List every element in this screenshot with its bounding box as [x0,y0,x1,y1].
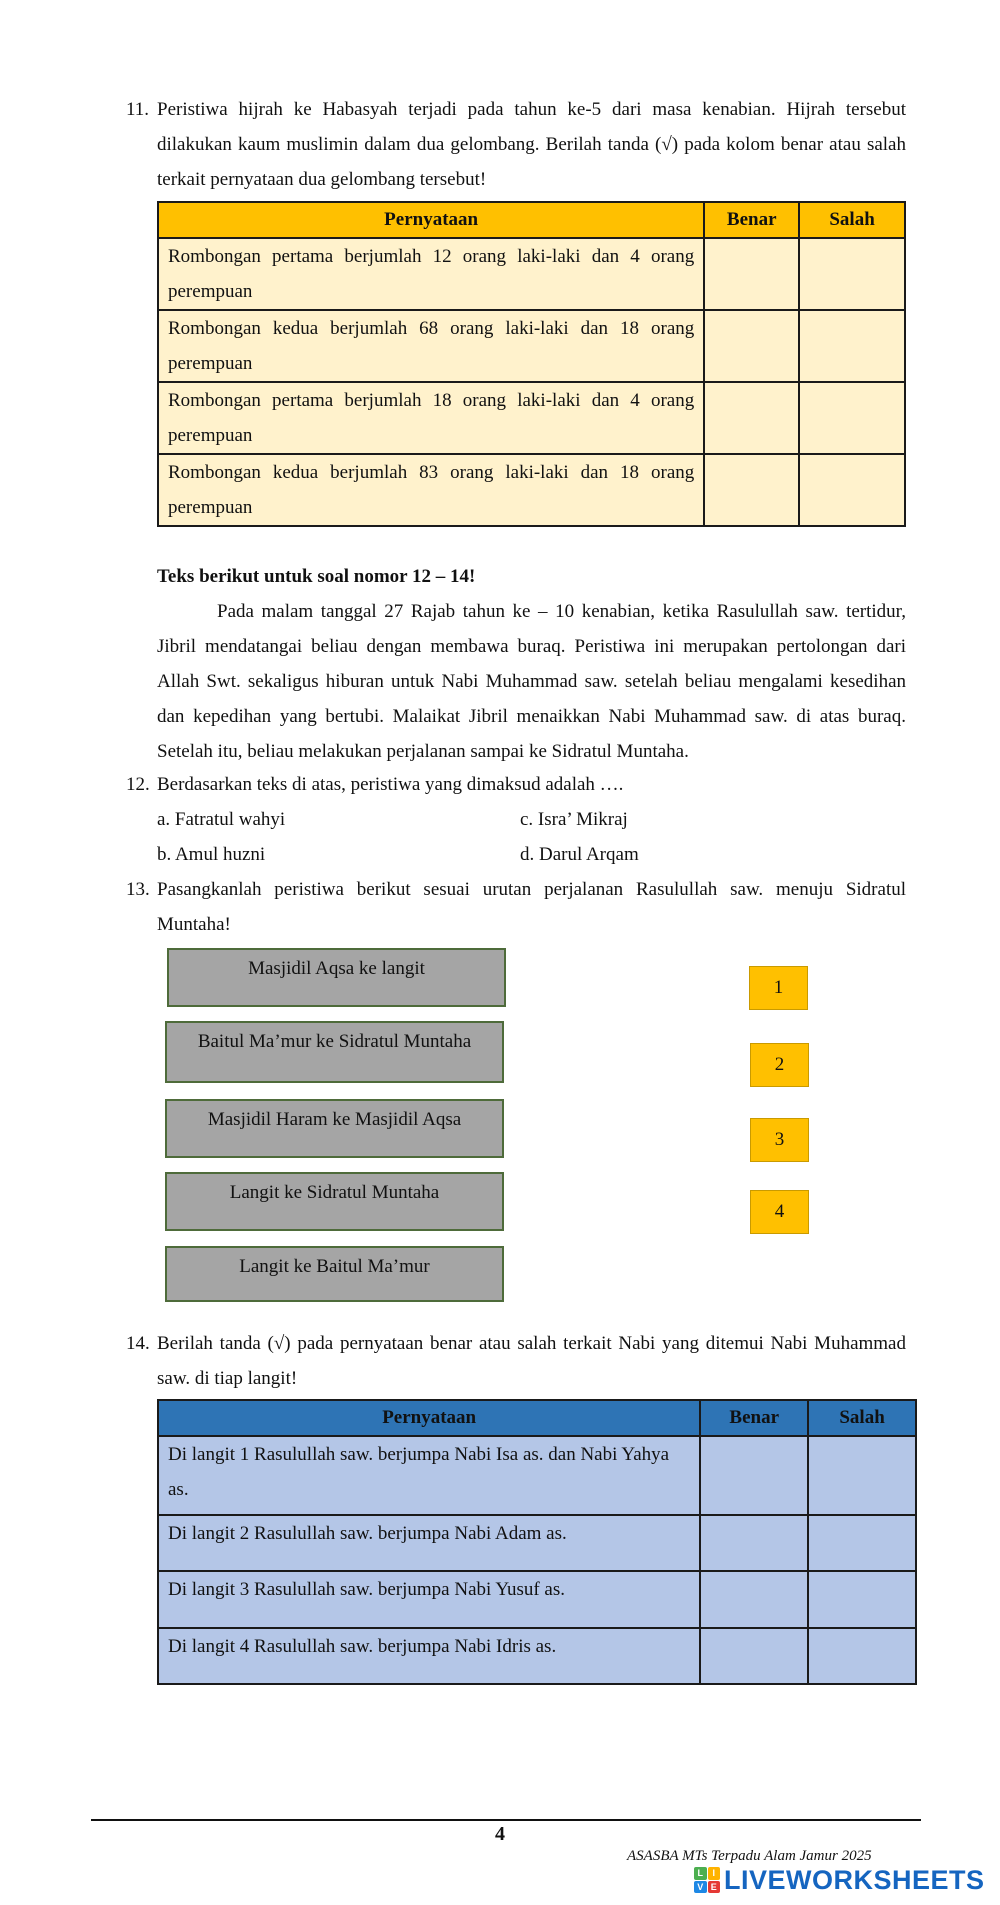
match-item[interactable]: Baitul Ma’mur ke Sidratul Muntaha [165,1021,504,1083]
salah-checkbox-cell[interactable] [808,1628,916,1684]
table-hijrah-statements [157,201,906,527]
brand-text: LIVEWORKSHEETS [724,1864,985,1895]
option-d[interactable]: d. Darul Arqam [520,844,639,865]
table-row [158,454,905,526]
match-item[interactable]: Masjidil Haram ke Masjidil Aqsa [165,1099,504,1158]
salah-checkbox-cell[interactable] [799,382,905,454]
salah-checkbox-cell[interactable] [799,454,905,526]
liveworksheets-brand[interactable] [694,1863,985,1897]
header-salah: Salah [808,1400,916,1436]
question-number-14: 14. [126,1333,150,1354]
benar-checkbox-cell[interactable] [700,1515,808,1571]
question-number-13: 13. [126,879,150,900]
table-row [158,1628,916,1684]
table-row [158,1436,916,1515]
table-prophets-statements [157,1399,917,1685]
header-benar: Benar [700,1400,808,1436]
question-12-text: Berdasarkan teks di atas, peristiwa yang dimaksud adalah …. [157,774,624,795]
match-target-3[interactable]: 3 [750,1118,809,1162]
salah-checkbox-cell[interactable] [799,238,905,310]
option-a[interactable]: a. Fatratul wahyi [157,809,286,830]
statement-cell: Rombongan pertama berjumlah 18 orang laki-laki dan 4 orang perempuan [158,382,704,454]
match-target-1[interactable]: 1 [749,966,808,1010]
header-pernyataan: Pernyataan [158,1400,700,1436]
benar-checkbox-cell[interactable] [700,1436,808,1515]
header-benar: Benar [704,202,799,238]
salah-checkbox-cell[interactable] [808,1571,916,1628]
salah-checkbox-cell[interactable] [808,1515,916,1571]
match-item[interactable]: Langit ke Baitul Ma’mur [165,1246,504,1302]
question-number-12: 12. [126,774,150,795]
table-row [158,310,905,382]
match-target-4[interactable]: 4 [750,1190,809,1234]
header-salah: Salah [799,202,905,238]
statement-cell: Di langit 2 Rasulullah saw. berjumpa Nabi Adam as. [158,1515,700,1571]
question-11-text: Peristiwa hijrah ke Habasyah terjadi pada tahun ke-5 dari masa kenabian. Hijrah tersebut dilakukan kaum muslimin dalam dua gelombang. Berilah tanda (√) pada kolom benar atau salah terkait pernyataan dua gelombang tersebut! [157,99,906,190]
table-row [158,1515,916,1571]
question-14-text: Berilah tanda (√) pada pernyataan benar atau salah terkait Nabi yang ditemui Nabi Muhammad saw. di tiap langit! [157,1333,906,1389]
footer-divider [91,1819,921,1821]
option-b[interactable]: b. Amul huzni [157,844,266,865]
benar-checkbox-cell[interactable] [704,454,799,526]
footer-institution: ASASBA MTs Terpadu Alam Jamur 2025 [627,1848,872,1864]
statement-cell: Rombongan pertama berjumlah 12 orang laki-laki dan 4 orang perempuan [158,238,704,310]
match-item[interactable]: Masjidil Aqsa ke langit [167,948,506,1007]
benar-checkbox-cell[interactable] [700,1571,808,1628]
table-row [158,238,905,310]
benar-checkbox-cell[interactable] [704,310,799,382]
passage-heading: Teks berikut untuk soal nomor 12 – 14! [157,566,476,587]
table-header-row [158,202,905,238]
match-target-2[interactable]: 2 [750,1043,809,1087]
benar-checkbox-cell[interactable] [704,382,799,454]
statement-cell: Di langit 4 Rasulullah saw. berjumpa Nabi Idris as. [158,1628,700,1684]
table-row [158,1571,916,1628]
benar-checkbox-cell[interactable] [700,1628,808,1684]
statement-cell: Di langit 1 Rasulullah saw. berjumpa Nabi Isa as. dan Nabi Yahya as. [158,1436,700,1515]
benar-checkbox-cell[interactable] [704,238,799,310]
question-number-11: 11. [126,99,150,120]
page-number: 4 [495,1823,505,1845]
option-c[interactable]: c. Isra’ Mikraj [520,809,628,830]
table-row [158,382,905,454]
liveworksheets-logo-icon: L I V E [694,1867,720,1893]
table-header-row [158,1400,916,1436]
statement-cell: Rombongan kedua berjumlah 83 orang laki-laki dan 18 orang perempuan [158,454,704,526]
header-pernyataan: Pernyataan [158,202,704,238]
statement-cell: Di langit 3 Rasulullah saw. berjumpa Nabi Yusuf as. [158,1571,700,1628]
match-item[interactable]: Langit ke Sidratul Muntaha [165,1172,504,1231]
question-13-text: Pasangkanlah peristiwa berikut sesuai urutan perjalanan Rasulullah saw. menuju Sidratul Muntaha! [157,879,906,935]
salah-checkbox-cell[interactable] [799,310,905,382]
statement-cell: Rombongan kedua berjumlah 68 orang laki-laki dan 18 orang perempuan [158,310,704,382]
salah-checkbox-cell[interactable] [808,1436,916,1515]
passage-text: Pada malam tanggal 27 Rajab tahun ke – 10 kenabian, ketika Rasulullah saw. tertidur, Jibril mendatangai beliau dengan membawa buraq. Peristiwa ini merupakan pertolongan dari Allah Swt. sekaligus hiburan untuk Nabi Muhammad saw. setelah beliau mengalami kesedihan dan kepedihan yang bertubi. Malaikat Jibril menaikkan Nabi Muhammad saw. di atas buraq. Setelah itu, beliau melakukan perjalanan sampai ke Sidratul Muntaha. [157,601,906,762]
